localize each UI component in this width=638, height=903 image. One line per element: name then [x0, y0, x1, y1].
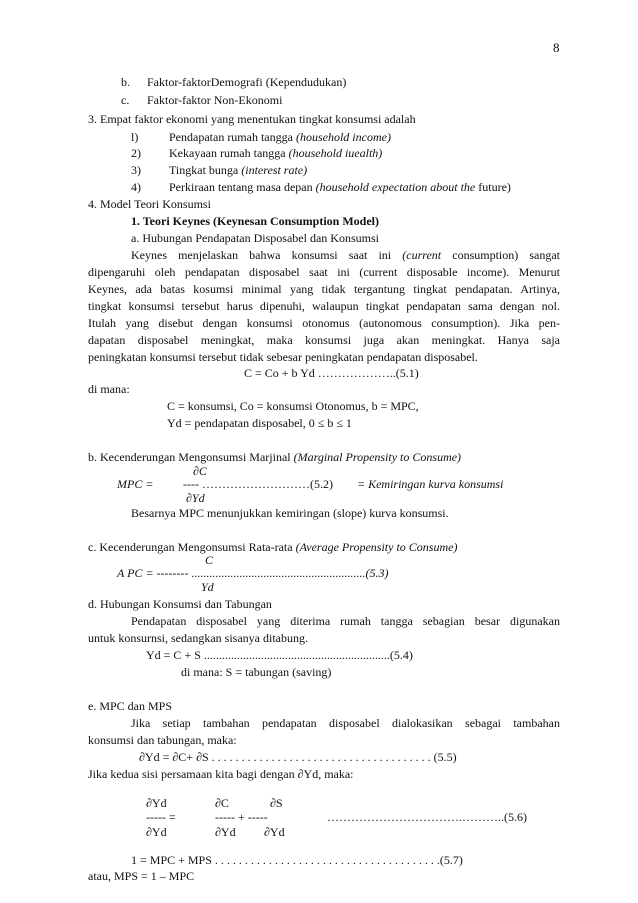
- equation-5-2: ---- ………………………(5.2): [183, 477, 333, 491]
- where-label: di mana:: [88, 382, 130, 396]
- subsection-heading: [88, 450, 461, 464]
- paragraph-line: [131, 248, 560, 262]
- page-number: 8: [553, 40, 560, 55]
- equation-meaning: = Kemiringan kurva konsumsi: [357, 477, 504, 491]
- fraction-denominator: ∂Yd: [264, 825, 285, 839]
- subsection-heading: 1. Teori Keynes (Keynesan Consumption Model): [131, 214, 380, 228]
- list-item: [169, 163, 307, 177]
- list-item-text: Kekayaan rumah tangga: [169, 146, 289, 160]
- equation-5-3: A PC = -------- ..........................................................(5.3): [117, 566, 389, 580]
- list-item: [169, 146, 382, 160]
- heading-text: b. Kecenderungan Mengonsumsi Marjinal: [88, 450, 294, 464]
- equation-5-5: ∂Yd = ∂C+ ∂S . . . . . . . . . . . . . . . . . . . . . . . . . . . . . . . . . . . . . (5.5): [139, 750, 457, 764]
- fraction-denominator: Yd: [201, 580, 214, 594]
- fraction-bar: ----- =: [146, 810, 176, 824]
- paragraph-line: Keynes, ada batas kosumsi minimal yang tidak tergantung tingkat pendapatan. Artinya,: [88, 282, 560, 296]
- equation-5-7: 1 = MPC + MPS . . . . . . . . . . . . . . . . . . . . . . . . . . . . . . . . . . . . . .(5.7): [131, 853, 463, 867]
- heading-term: (Average Propensity to Consume): [295, 540, 458, 554]
- equation-5-4: Yd = C + S ..............................................................(5.4): [146, 648, 413, 662]
- list-item-term: (interest rate): [241, 163, 308, 177]
- variable-definitions: di mana: S = tabungan (saving): [181, 665, 332, 679]
- paragraph-line: Jika setiap tambahan pendapatan disposabel dialokasikan sebagai tambahan: [131, 716, 560, 730]
- heading-term: (Marginal Propensity to Consume): [293, 450, 462, 464]
- list-item-term: (household iuealth): [288, 146, 383, 160]
- fraction-numerator: ∂S: [270, 796, 283, 810]
- fraction-numerator: ∂C: [215, 796, 229, 810]
- section-heading: 4. Model Teori Konsumsi: [88, 197, 211, 211]
- list-marker: 4): [131, 180, 141, 194]
- fraction-numerator: ∂Yd: [146, 796, 167, 810]
- paragraph-line: untuk konsurnsi, sedangkan sisanya ditabung.: [88, 631, 308, 645]
- equation-5-6-number: …………………………….………..(5.6): [327, 810, 527, 824]
- list-item-text: Perkiraan tentang masa depan: [169, 180, 316, 194]
- paragraph-line: Jika kedua sisi persamaan kita bagi dengan ∂Yd, maka:: [88, 767, 354, 781]
- fraction-denominator: ∂Yd: [215, 825, 236, 839]
- fraction-denominator: ∂Yd: [186, 491, 205, 505]
- equation-5-1: C = Co + b Yd ………………..(5.1): [244, 366, 419, 380]
- equation-mps: atau, MPS = 1 – MPC: [88, 869, 195, 883]
- paragraph-line: dapatan disposabel meningkat, maka konsumsi juga akan meningkat. Hanya saja: [88, 333, 560, 347]
- fraction-bar: ----- + -----: [215, 810, 268, 824]
- subsection-heading: a. Hubungan Pendapatan Disposabel dan Konsumsi: [131, 231, 379, 245]
- list-item: [169, 180, 511, 194]
- list-marker: 2): [131, 146, 141, 160]
- list-item-text: Tingkat bunga: [169, 163, 242, 177]
- paragraph-line: Pendapatan disposabel yang diterima rumah tangga sebagian besar digunakan: [131, 614, 560, 628]
- text-run-italic: (current: [402, 248, 442, 262]
- list-item: Faktor-faktorDemografi (Kependudukan): [147, 75, 347, 89]
- paragraph-line: Itulah yang disebut dengan konsumsi otonomus (autonomous consumption). Jika pen-: [88, 316, 560, 330]
- section-heading: 3. Empat faktor ekonomi yang menentukan tingkat konsumsi adalah: [88, 112, 416, 126]
- subsection-heading: e. MPC dan MPS: [88, 699, 173, 713]
- paragraph-line: Besarnya MPC menunjukkan kemiringan (slope) kurva konsumsi.: [131, 506, 449, 520]
- text-run: Keynes menjelaskan bahwa konsumsi saat ini: [131, 248, 403, 262]
- variable-definitions: C = konsumsi, Co = konsumsi Otonomus, b = MPC,: [167, 399, 419, 413]
- subsection-heading: d. Hubungan Konsumsi dan Tabungan: [88, 597, 272, 611]
- fraction-numerator: ∂C: [193, 464, 207, 478]
- list-marker: b.: [121, 75, 130, 89]
- list-item-text: Pendapatan rumah tangga: [169, 130, 296, 144]
- paragraph-line: konsumsi dan tabungan, maka:: [88, 733, 237, 747]
- list-item-term: (household expectation about the: [315, 180, 476, 194]
- fraction-numerator: C: [205, 553, 214, 567]
- list-item: [169, 130, 391, 144]
- paragraph-line: dipengaruhi oleh pendapatan disposabel saat ini (current disposable income). Menurut: [88, 265, 560, 279]
- paragraph-line: tingkat konsumsi tersebut harus dipenuhi, walaupun tingkat pendapatan sama dengan nol.: [88, 299, 560, 313]
- equation-lhs: MPC =: [117, 477, 154, 491]
- list-item-text: future): [475, 180, 511, 194]
- subsection-heading: [88, 540, 457, 554]
- list-item-term: (household income): [295, 130, 391, 144]
- text-run: consumption) sangat: [441, 248, 560, 262]
- fraction-denominator: ∂Yd: [146, 825, 167, 839]
- list-marker: c.: [121, 93, 130, 107]
- list-item: Faktor-faktor Non-Ekonomi: [147, 93, 283, 107]
- heading-text: c. Kecenderungan Mengonsumsi Rata-rata: [88, 540, 296, 554]
- paragraph-line: peningkatan konsumsi tersebut tidak sebesar peningkatan pendapatan disposabel.: [88, 350, 478, 364]
- list-marker: 3): [131, 163, 141, 177]
- variable-definitions: Yd = pendapatan disposabel, 0 ≤ b ≤ 1: [167, 416, 352, 430]
- list-marker: l): [131, 130, 139, 144]
